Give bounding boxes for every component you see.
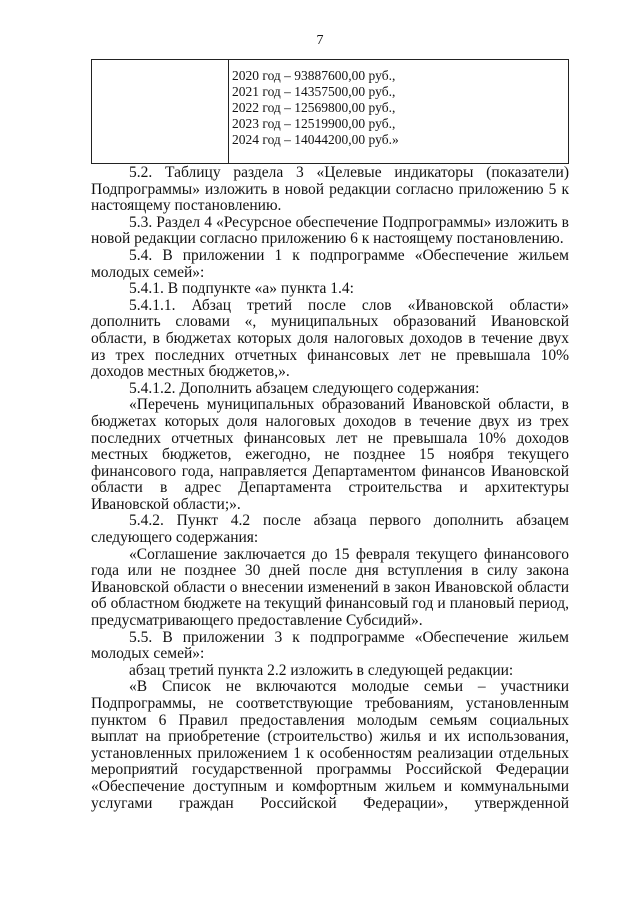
quote-municipalities-list: «Перечень муниципальных образований Ивановской области, в бюджетах которых доля налоговых доходов в течение двух из трех последних отчетных финансовых лет не превышала 10% доходов местных бюджетов, ежегодно, не позднее 15 ноября текущего финансового года, направляется Департаментом финансов Ивановской области в адрес Департамента строительства и архитектуры Ивановской области;». xyxy=(91,396,569,513)
budget-line-2024: 2024 год – 14044200,00 руб.» xyxy=(232,132,399,147)
budget-line-2021: 2021 год – 14357500,00 руб., xyxy=(232,84,396,99)
paragraph-5-3: 5.3. Раздел 4 «Ресурсное обеспечение Подпрограммы» изложить в новой редакции согласно приложению 6 к настоящему постановлению. xyxy=(91,213,569,248)
paragraph-5-4-2: 5.4.2. Пункт 4.2 после абзаца первого дополнить абзацем следующего содержания: xyxy=(91,512,569,547)
budget-table xyxy=(91,59,569,164)
quote-agreement: «Соглашение заключается до 15 февраля текущего финансового года или не позднее 30 дней после дня вступления в силу закона Ивановской области о внесении изменений в закон Ивановской области об областном бюджете на текущий финансовый год и плановый период, предусматривающего предоставление Субсидий». xyxy=(91,545,569,630)
page-number: 7 xyxy=(316,33,324,48)
quote-list-exclusion: «В Список не включаются молодые семьи – участники Подпрограммы, не соответствующие требованиям, установленным пунктом 6 Правил предоставления молодым семьям социальных выплат на приобретение (строительство) жилья и их использования, установленных приложением 1 к особенностям реализации отдельных мероприятий государственной программы Российской Федерации «Обеспечение доступным и комфортным жильем и коммунальными услугами граждан Российской Федерации», утвержденной xyxy=(91,678,569,812)
table-column-divider xyxy=(228,60,229,163)
budget-line-2023: 2023 год – 12519900,00 руб., xyxy=(232,116,396,131)
budget-line-2020: 2020 год – 93887600,00 руб., xyxy=(232,68,396,83)
paragraph-5-5: 5.5. В приложении 3 к подпрограмме «Обеспечение жильем молодых семей»: xyxy=(91,628,569,663)
budget-cell xyxy=(232,68,399,148)
paragraph-5-4-1: 5.4.1. В подпункте «а» пункта 1.4: xyxy=(129,280,354,298)
paragraph-5-4: 5.4. В приложении 1 к подпрограмме «Обеспечение жильем молодых семей»: xyxy=(91,246,569,281)
paragraph-5-4-1-2: 5.4.1.2. Дополнить абзацем следующего содержания: xyxy=(129,379,480,397)
paragraph-item-2-2: абзац третий пункта 2.2 изложить в следующей редакции: xyxy=(129,661,514,679)
budget-line-2022: 2022 год – 12569800,00 руб., xyxy=(232,100,396,115)
document-body xyxy=(91,165,569,812)
paragraph-5-2: 5.2. Таблицу раздела 3 «Целевые индикаторы (показатели) Подпрограммы» изложить в новой редакции согласно приложению 5 к настоящему постановлению. xyxy=(91,164,569,215)
paragraph-5-4-1-1: 5.4.1.1. Абзац третий после слов «Ивановской области» дополнить словами «, муниципальных образований Ивановской области, в бюджетах которых доля налоговых доходов в течение двух из трех последних отчетных финансовых лет не превышала 10% доходов местных бюджетов,». xyxy=(91,296,569,381)
